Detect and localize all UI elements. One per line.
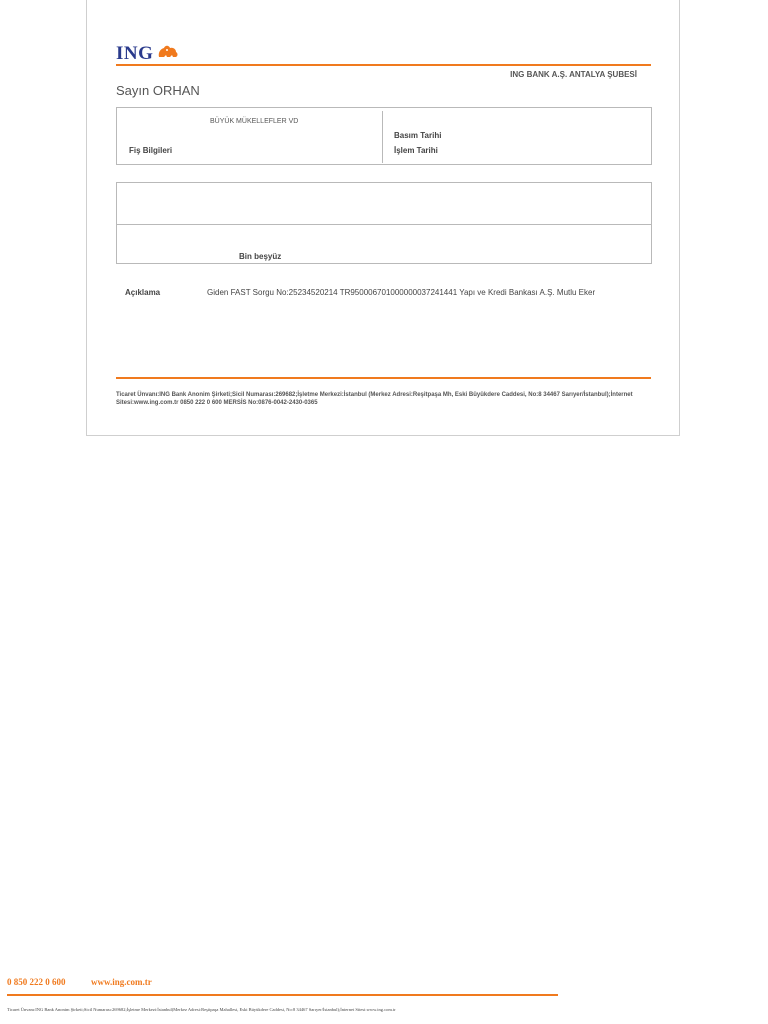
greeting: Sayın ORHAN — [116, 83, 200, 98]
receipt-page — [86, 0, 680, 436]
amount-box — [116, 182, 652, 264]
description-text: Giden FAST Sorgu No:25234520214 TR950006701000000037241441 Yapı ve Kredi Bankası A.Ş. Mutlu Eker — [207, 288, 596, 297]
basim-label: Basım Tarihi — [394, 131, 442, 140]
bottom-phone: 0 850 222 0 600 — [7, 977, 66, 987]
branch-name: ING BANK A.Ş. ANTALYA ŞUBESİ — [510, 70, 637, 79]
amount-divider — [117, 224, 651, 225]
islem-label: İşlem Tarihi — [394, 146, 438, 155]
info-box — [116, 107, 652, 165]
footer-legal: Ticaret Ünvanı:ING Bank Anonim Şirketi;Sicil Numarası:269682;İşletme Merkezi:İstanbul (Merkez Adresi:Reşitpaşa Mh, Eski Büyükdere Caddesi, No:8 34467 Sarıyer/İstanbul);İnternet Sitesi:www.ing.com.tr 0850 222 0 600 MERSİS No:0876-0042-2430-0365 — [116, 392, 633, 406]
fis-label: Fiş Bilgileri — [129, 146, 173, 155]
bottom-legal: Ticaret Ünvanı:ING Bank Anonim Şirketi;Sicil Numarası:269682;İşletme Merkezi:İstanbul(Merkez Adresi:Reşitpaşa Mahallesi, Eski Büyükdere Caddesi, No:8 34467 Sarıyer/İstanbul);İnternet Sitesi:www.ing.com.tr — [7, 1007, 396, 1012]
tax-office: BÜYÜK MÜKELLEFLER VD — [210, 118, 299, 125]
lion-icon — [156, 44, 180, 65]
logo-text: ING — [116, 43, 154, 64]
header-rule — [116, 64, 651, 66]
bottom-rule — [7, 994, 558, 996]
box-divider — [382, 111, 383, 163]
description-label: Açıklama — [125, 288, 161, 297]
footer-rule — [116, 377, 651, 379]
bottom-website: www.ing.com.tr — [91, 977, 152, 987]
ing-logo — [116, 43, 180, 65]
amount-words: Bin beşyüz — [239, 252, 282, 261]
